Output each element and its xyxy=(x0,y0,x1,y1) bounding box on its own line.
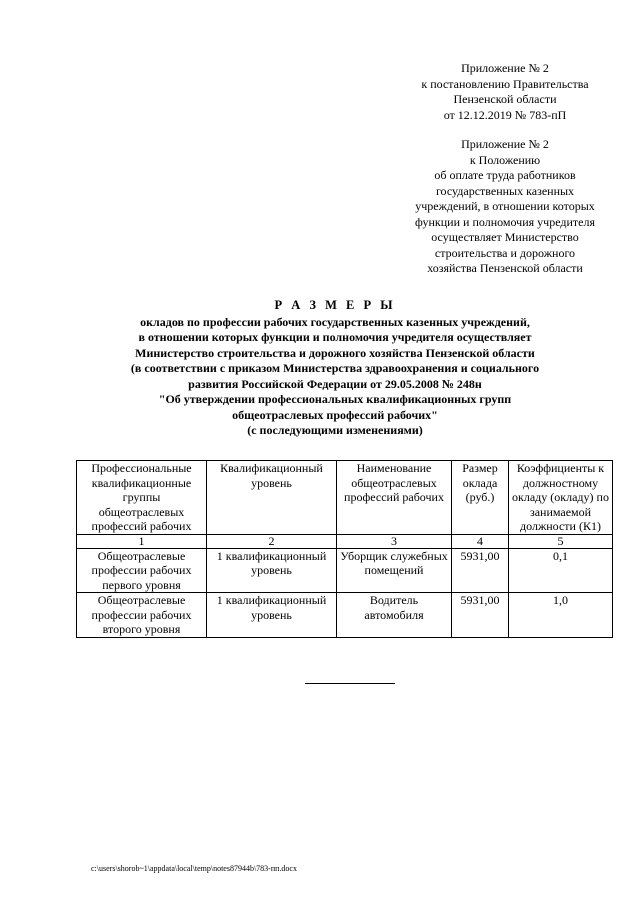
appendix-line: учреждений, в отношении которых xyxy=(415,199,595,213)
title-line: окладов по профессии рабочих государственных казенных учреждений, xyxy=(140,314,530,329)
salary-table xyxy=(76,460,613,638)
column-number: 4 xyxy=(452,534,509,548)
title-line: (в соответствии с приказом Министерства здравоохранения и социального xyxy=(130,361,540,375)
header-qualification-group: Профессиональные квалификационные группы общеотраслевых профессий рабочих xyxy=(77,461,207,535)
appendix-line: Приложение № 2 xyxy=(461,137,549,151)
cell-salary: 5931,00 xyxy=(452,593,509,638)
appendix-line: Пензенской области xyxy=(453,92,557,106)
appendix-line: Приложение № 2 xyxy=(461,61,549,75)
cell-group: Общеотраслевые профессии рабочих первого уровня xyxy=(77,548,207,593)
header-qualification-level: Квалификационный уровень xyxy=(207,461,337,535)
column-number: 5 xyxy=(509,534,613,548)
header-profession-name: Наименование общеотраслевых профессий рабочих xyxy=(337,461,452,535)
column-number: 1 xyxy=(77,534,207,548)
column-number-row xyxy=(77,534,613,548)
column-number: 3 xyxy=(337,534,452,548)
title-line: "Об утверждении профессиональных квалификационных групп xyxy=(158,392,512,406)
appendix-line: осуществляет Министерство xyxy=(431,230,579,244)
cell-salary: 5931,00 xyxy=(452,548,509,593)
footer-file-path: c:\users\shorob~1\appdata\local\temp\notes87944b\783-пп.docx xyxy=(91,864,297,873)
appendix-line: к Положению xyxy=(469,152,541,167)
appendix-line: от 12.12.2019 № 783-пП xyxy=(443,107,567,122)
appendix-to-resolution xyxy=(400,61,610,123)
document-title xyxy=(100,298,570,439)
title-line: развития Российской Федерации от 29.05.2008 № 248н xyxy=(188,376,482,391)
title-line: в отношении которых функции и полномочия учредителя осуществляет xyxy=(138,330,532,344)
appendix-to-regulation xyxy=(400,137,610,277)
appendix-line: к постановлению Правительства xyxy=(421,76,589,91)
appendix-line: хозяйства Пензенской области xyxy=(427,261,583,275)
table-row xyxy=(77,548,613,593)
table-header-row xyxy=(77,461,613,535)
cell-profession: Водитель автомобиля xyxy=(337,593,452,638)
column-number: 2 xyxy=(207,534,337,548)
end-divider-line xyxy=(305,683,395,684)
appendix-line: функции и полномочия учредителя xyxy=(415,214,595,229)
cell-coefficient: 1,0 xyxy=(509,593,613,638)
header-salary: Размер оклада (руб.) xyxy=(452,461,509,535)
cell-coefficient: 0,1 xyxy=(509,548,613,593)
cell-level: 1 квалификационный уровень xyxy=(207,593,337,638)
appendix-line: об оплате труда работников xyxy=(434,168,576,182)
title-heading: Р А З М Е Р Ы xyxy=(274,298,396,312)
cell-profession: Уборщик служебных помещений xyxy=(337,548,452,593)
header-coefficient: Коэффициенты к должностному окладу (окладу) по занимаемой должности (К1) xyxy=(509,461,613,535)
table-row xyxy=(77,593,613,638)
cell-level: 1 квалификационный уровень xyxy=(207,548,337,593)
cell-group: Общеотраслевые профессии рабочих второго уровня xyxy=(77,593,207,638)
title-line: (с последующими изменениями) xyxy=(247,423,423,437)
appendix-line: государственных казенных xyxy=(435,183,575,198)
appendix-line: строительства и дорожного xyxy=(434,245,576,260)
title-line: общеотраслевых профессий рабочих" xyxy=(232,407,438,422)
title-line: Министерство строительства и дорожного хозяйства Пензенской области xyxy=(135,345,535,360)
